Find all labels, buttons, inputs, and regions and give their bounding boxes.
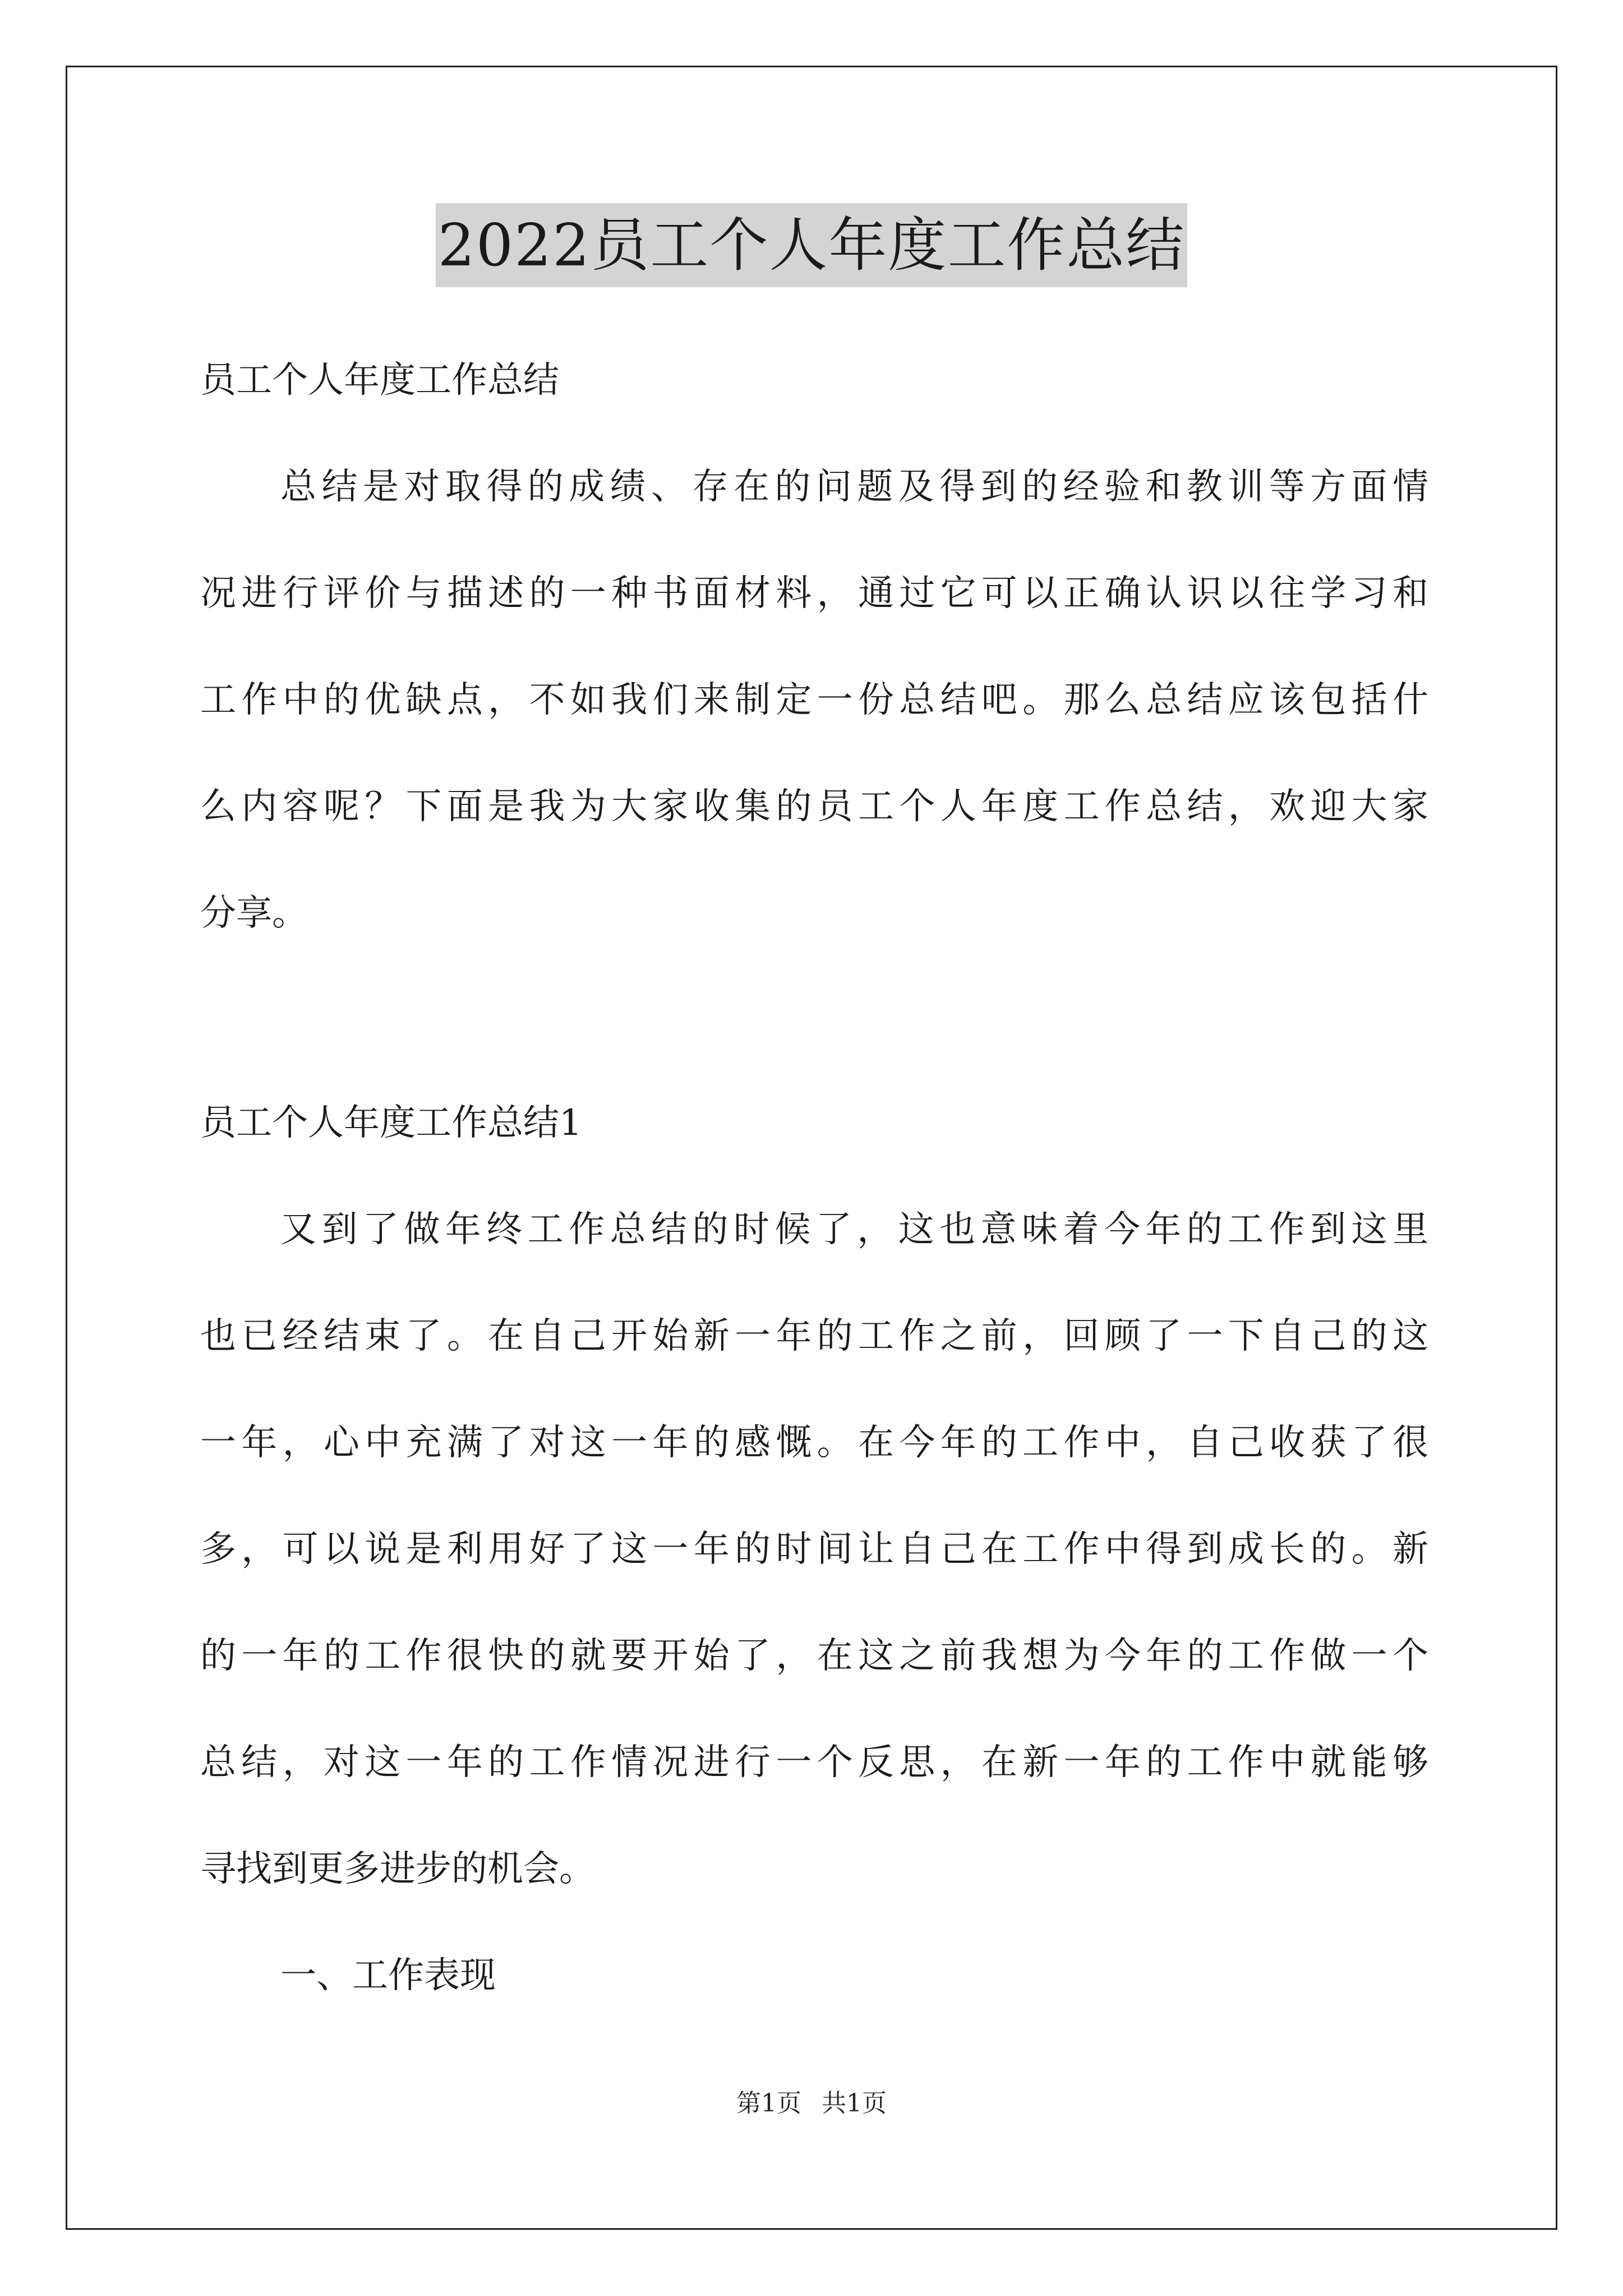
section-paragraph-line: 一年，心中充满了对这一年的感慨。在今年的工作中，自己收获了很 <box>200 1422 1428 1464</box>
title-container <box>0 203 1623 287</box>
page-number-current: 第1页 <box>736 2089 801 2118</box>
section-paragraph-line: 的一年的工作很快的就要开始了，在这之前我想为今年的工作做一个 <box>200 1635 1428 1677</box>
page-number-total: 共1页 <box>822 2089 887 2118</box>
page-footer <box>0 2087 1623 2120</box>
section-paragraph-line: 寻找到更多进步的机会。 <box>200 1848 595 1890</box>
subheading: 一、工作表现 <box>280 1955 496 1996</box>
document-title: 2022员工个人年度工作总结 <box>436 203 1188 287</box>
document-subtitle: 员工个人年度工作总结 <box>200 360 559 401</box>
section-paragraph-line: 又到了做年终工作总结的时候了，这也意味着今年的工作到这里 <box>280 1209 1428 1250</box>
intro-paragraph-line: 分享。 <box>200 892 308 934</box>
intro-paragraph-line: 工作中的优缺点，不如我们来制定一份总结吧。那么总结应该包括什 <box>200 679 1428 721</box>
intro-paragraph-line: 况进行评价与描述的一种书面材料，通过它可以正确认识以往学习和 <box>200 573 1428 614</box>
section-paragraph-line: 总结，对这一年的工作情况进行一个反思，在新一年的工作中就能够 <box>200 1742 1428 1783</box>
intro-paragraph-line: 么内容呢？下面是我为大家收集的员工个人年度工作总结，欢迎大家 <box>200 786 1428 827</box>
section-paragraph-line: 多，可以说是利用好了这一年的时间让自己在工作中得到成长的。新 <box>200 1529 1428 1570</box>
section-paragraph-line: 也已经结束了。在自己开始新一年的工作之前，回顾了一下自己的这 <box>200 1315 1428 1357</box>
intro-paragraph-line: 总结是对取得的成绩、存在的问题及得到的经验和教训等方面情 <box>280 466 1428 508</box>
section-heading: 员工个人年度工作总结1 <box>200 1102 582 1144</box>
